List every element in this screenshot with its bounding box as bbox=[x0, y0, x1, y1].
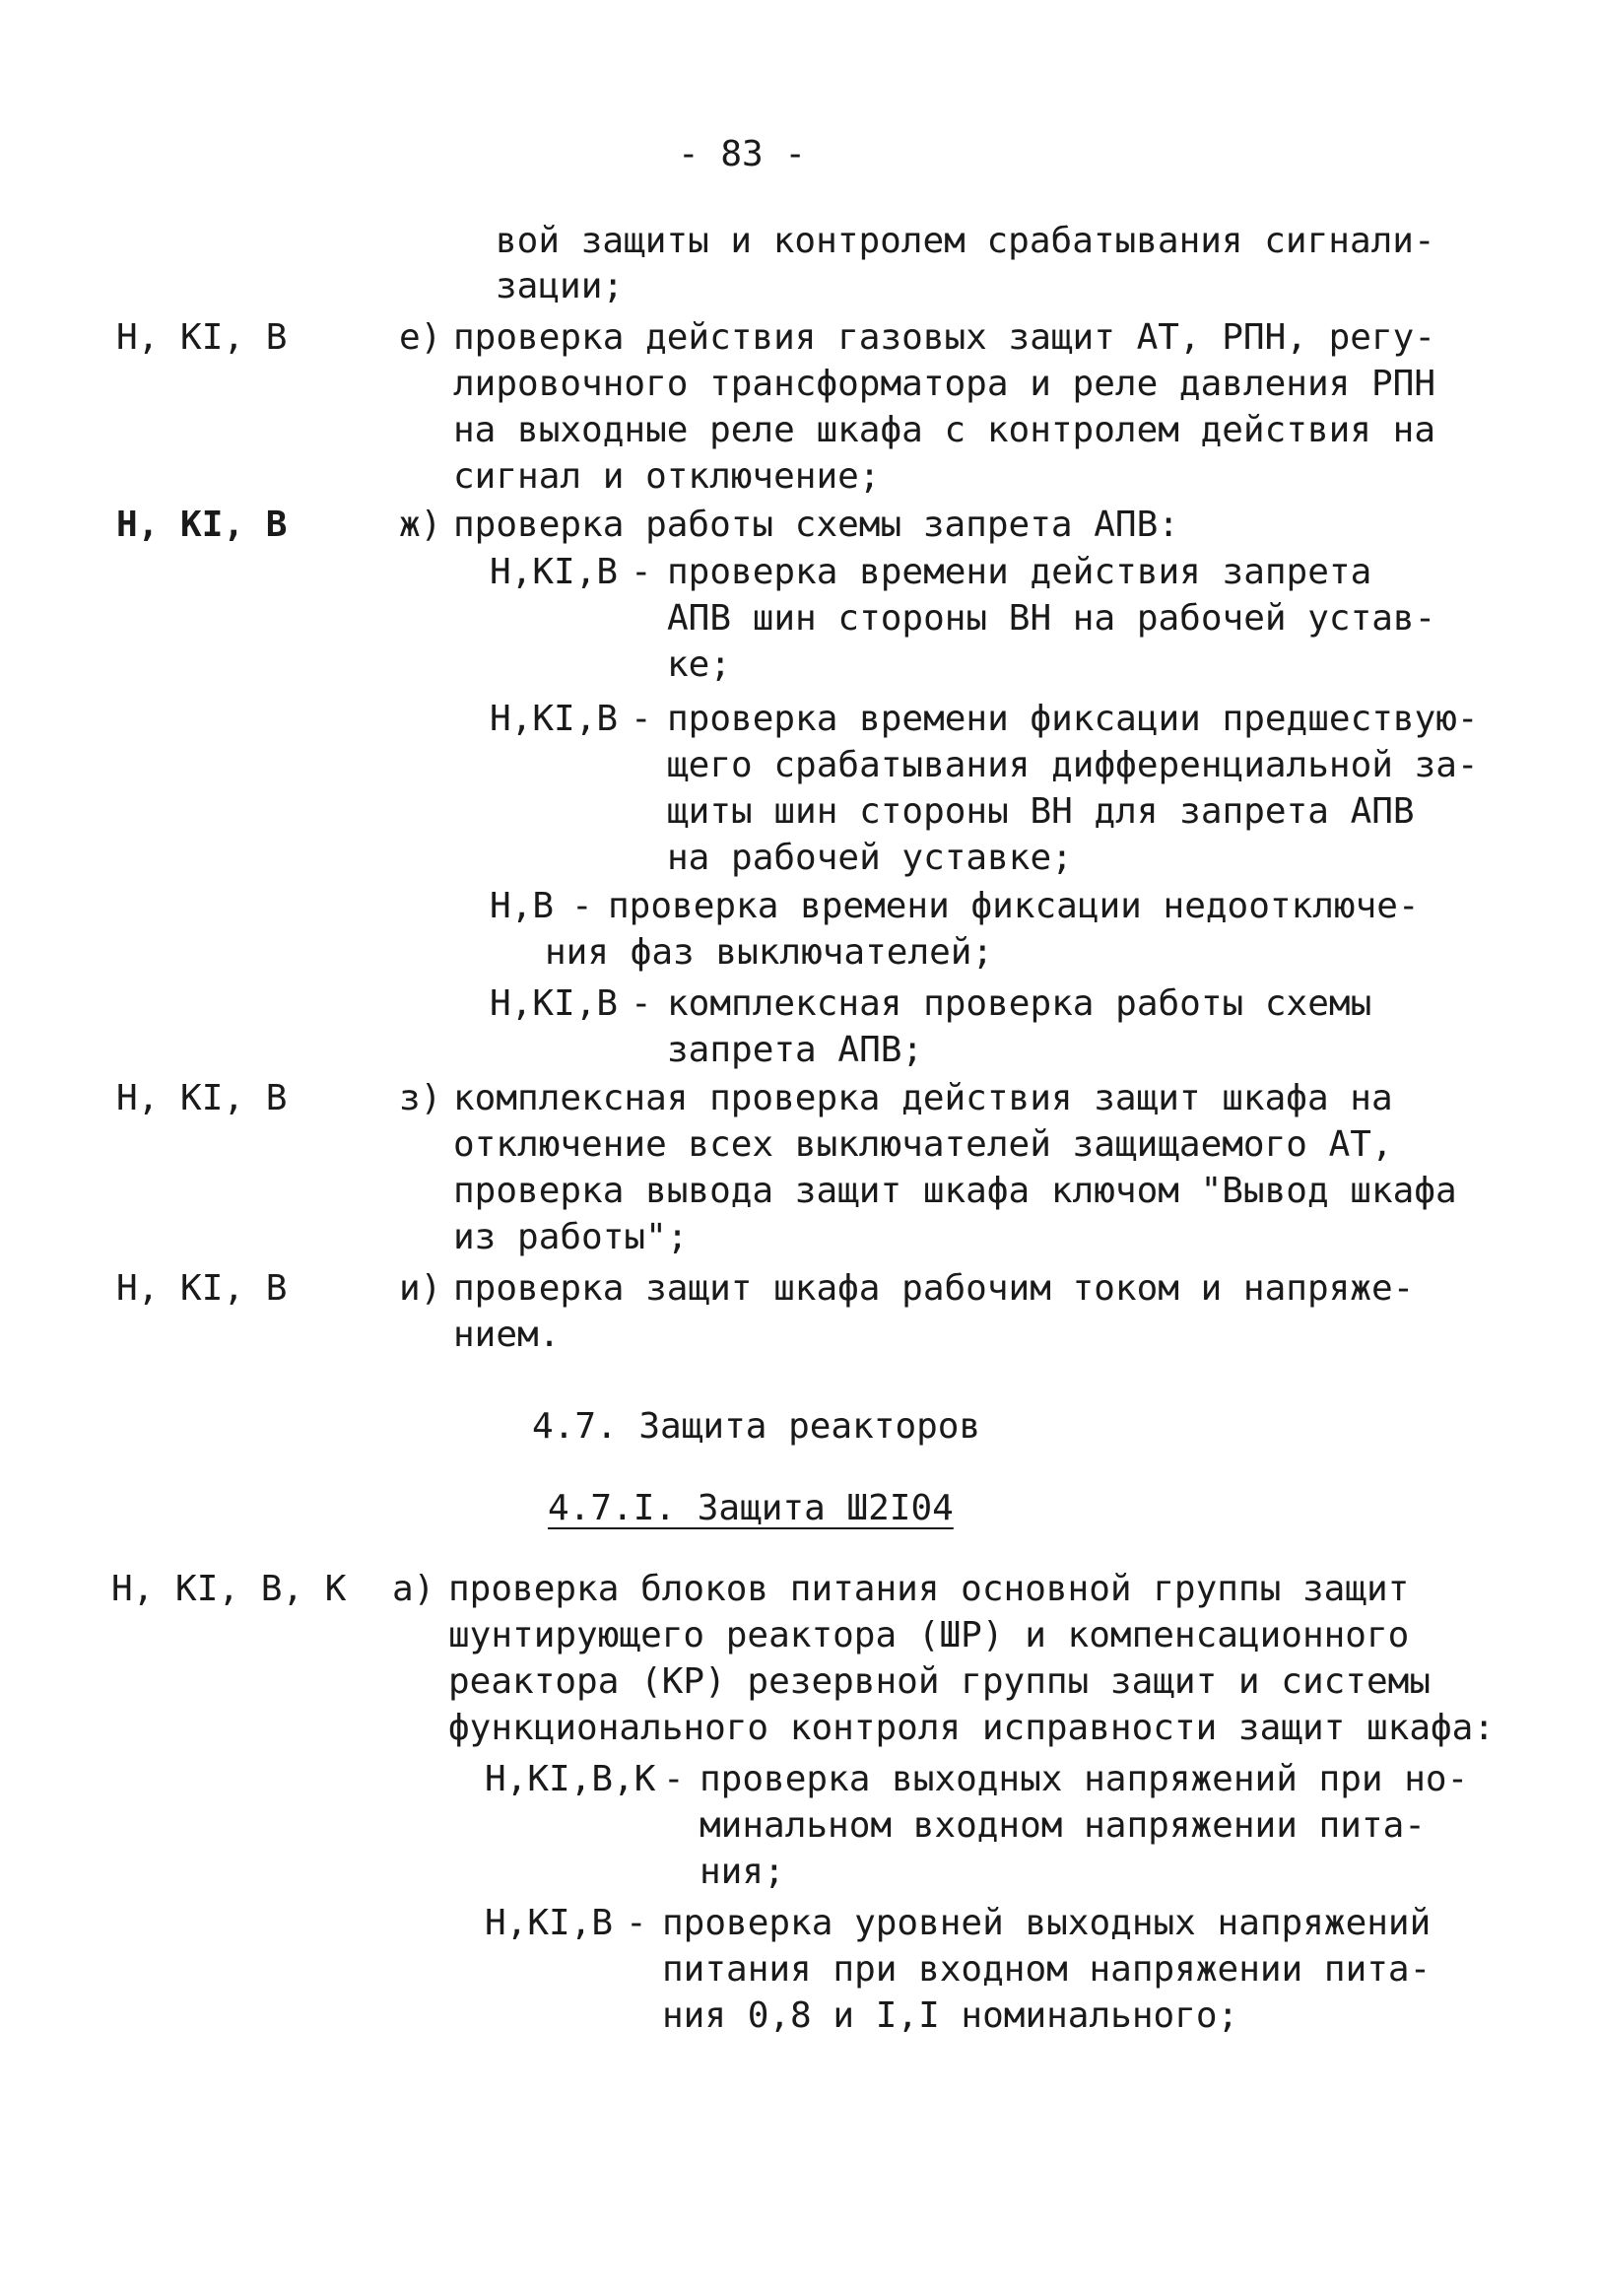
intro-line: вой защиты и контролем срабатывания сигнали- bbox=[496, 221, 1435, 261]
item-line: лировочного трансформатора и реле давления РПН bbox=[453, 364, 1435, 404]
sub-line: на рабочей уставке; bbox=[667, 838, 1073, 878]
sub-line: проверка времени действия запрета bbox=[667, 552, 1372, 592]
sub-codes: Н,КI,В bbox=[490, 699, 619, 739]
sub-line: питания при входном напряжении пита- bbox=[662, 1949, 1432, 1990]
sub-codes: Н,КI,В bbox=[485, 1903, 614, 1943]
item-codes: Н, КI, В bbox=[116, 1078, 288, 1118]
item-line: проверка работы схемы запрета АПВ: bbox=[453, 505, 1179, 545]
item-line: проверка вывода защит шкафа ключом "Вывод шкафа bbox=[453, 1171, 1457, 1211]
sub-codes: Н,В bbox=[490, 886, 555, 926]
sub-line: запрета АПВ; bbox=[667, 1030, 924, 1070]
item-codes: Н, КI, В bbox=[116, 317, 288, 358]
item-line: комплексная проверка действия защит шкафа на bbox=[453, 1078, 1393, 1118]
item-line: шунтирующего реактора (ШР) и компенсационного bbox=[448, 1615, 1410, 1655]
intro-line: зации; bbox=[496, 266, 625, 306]
sub-dash: - bbox=[631, 699, 652, 739]
item-line: на выходные реле шкафа с контролем действия на bbox=[453, 410, 1435, 450]
sub-line: комплексная проверка работы схемы bbox=[667, 983, 1372, 1024]
sub-line: проверка выходных напряжений при но- bbox=[700, 1759, 1469, 1799]
item-codes: Н, КI, В bbox=[116, 1268, 288, 1309]
page-number: - 83 - bbox=[678, 134, 807, 174]
item-letter: з) bbox=[399, 1078, 442, 1118]
item-line: отключение всех выключателей защищаемого АТ, bbox=[453, 1124, 1393, 1165]
item-letter: а) bbox=[392, 1569, 435, 1609]
sub-codes: Н,КI,В bbox=[490, 983, 619, 1024]
section-heading: 4.7. Защита реакторов bbox=[532, 1406, 981, 1447]
item-line: проверка действия газовых защит АТ, РПН, регу- bbox=[453, 317, 1435, 358]
sub-line: ния 0,8 и I,I номинального; bbox=[662, 1995, 1239, 2036]
sub-line: проверка уровней выходных напряжений bbox=[662, 1903, 1432, 1943]
sub-dash: - bbox=[631, 552, 652, 592]
sub-line: ния; bbox=[700, 1852, 785, 1892]
item-letter: ж) bbox=[399, 505, 442, 545]
sub-dash: - bbox=[571, 886, 593, 926]
sub-line: ке; bbox=[667, 644, 732, 685]
item-line: проверка защит шкафа рабочим током и напряже- bbox=[453, 1268, 1415, 1309]
item-line: сигнал и отключение; bbox=[453, 456, 881, 497]
sub-dash: - bbox=[626, 1903, 647, 1943]
item-codes: Н, КI, В, К bbox=[111, 1569, 347, 1609]
subsection-heading: 4.7.I. Защита Ш2I04 bbox=[548, 1488, 954, 1528]
sub-dash: - bbox=[631, 983, 652, 1024]
item-line: функционального контроля исправности защит шкафа: bbox=[448, 1708, 1496, 1748]
item-letter: и) bbox=[399, 1268, 442, 1309]
sub-codes: Н,КI,В,К bbox=[485, 1759, 656, 1799]
item-line: проверка блоков питания основной группы защит bbox=[448, 1569, 1410, 1609]
sub-line: ния фаз выключателей; bbox=[545, 932, 994, 973]
sub-dash: - bbox=[663, 1759, 685, 1799]
item-line: нием. bbox=[453, 1315, 561, 1355]
item-codes: Н, КI, В bbox=[116, 505, 288, 545]
sub-line: минальном входном напряжении пита- bbox=[700, 1805, 1426, 1846]
sub-line: щего срабатывания дифференциальной за- bbox=[667, 745, 1479, 785]
sub-line: проверка времени фиксации недоотключе- bbox=[608, 886, 1420, 926]
item-line: реактора (КР) резервной группы защит и системы bbox=[448, 1661, 1431, 1702]
sub-codes: Н,КI,В bbox=[490, 552, 619, 592]
sub-line: АПВ шин стороны ВН на рабочей устав- bbox=[667, 598, 1436, 639]
item-letter: е) bbox=[399, 317, 442, 358]
sub-line: щиты шин стороны ВН для запрета АПВ bbox=[667, 791, 1415, 832]
item-line: из работы"; bbox=[453, 1217, 689, 1257]
sub-line: проверка времени фиксации предшествую- bbox=[667, 699, 1479, 739]
